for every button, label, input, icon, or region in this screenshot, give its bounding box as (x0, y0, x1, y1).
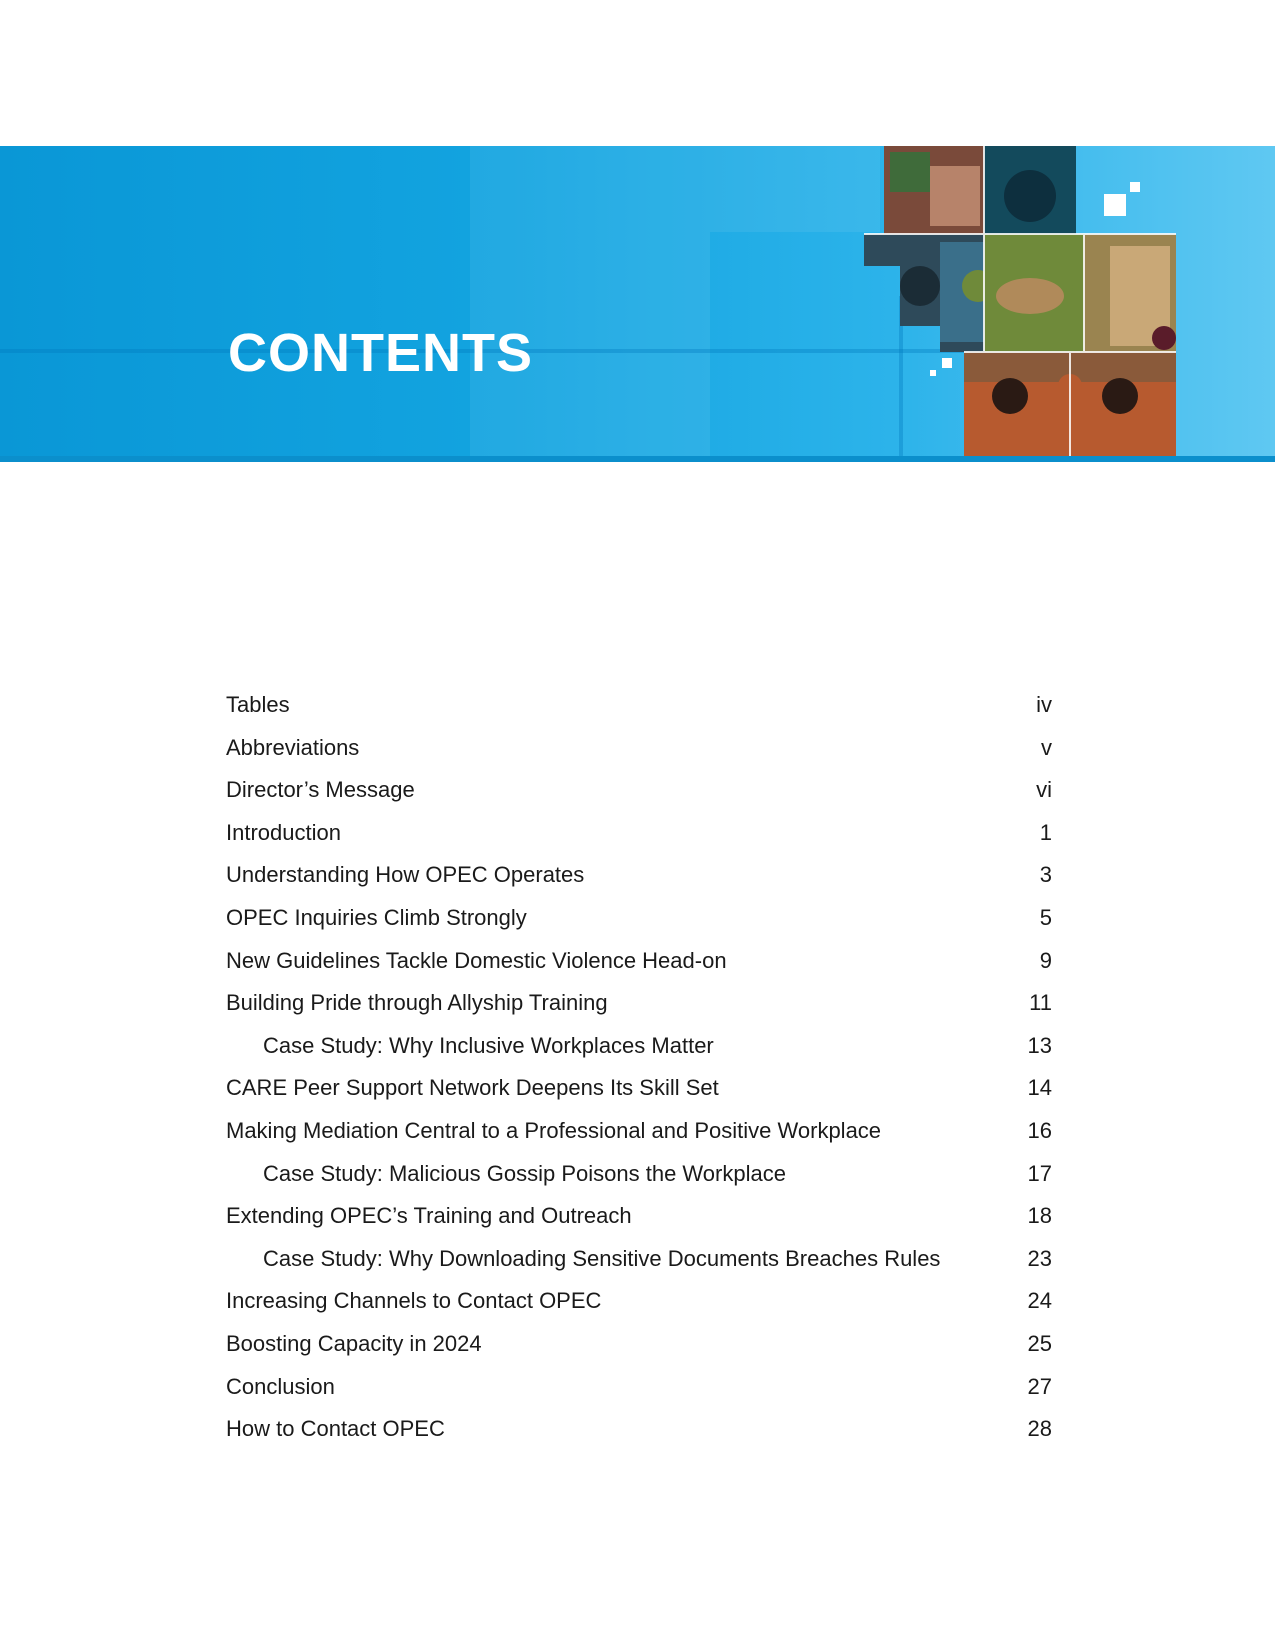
banner-bottom-stripe (0, 456, 1275, 462)
toc-subitem-downloading-documents[interactable] (226, 1238, 1052, 1281)
header-banner (0, 146, 1275, 462)
toc-item-page: 27 (1027, 1373, 1052, 1399)
toc-item-page: 9 (1039, 947, 1052, 973)
toc-item-directors-message[interactable] (226, 769, 1052, 812)
decorative-square (942, 358, 952, 368)
toc-item-title: Case Study: Why Downloading Sensitive Documents Breaches Rules (263, 1245, 941, 1271)
banner-panel (470, 146, 710, 462)
toc-item-title: Increasing Channels to Contact OPEC (226, 1288, 602, 1314)
toc-item-extending-training[interactable] (226, 1195, 1052, 1238)
table-of-contents (226, 684, 1052, 1451)
toc-item-building-pride[interactable] (226, 982, 1052, 1025)
toc-item-increasing-channels[interactable] (226, 1280, 1052, 1323)
toc-item-title: OPEC Inquiries Climb Strongly (226, 904, 527, 930)
toc-item-page: 18 (1027, 1203, 1052, 1229)
toc-item-title: Tables (226, 692, 290, 717)
toc-item-title: Making Mediation Central to a Professional and Positive Workplace (226, 1117, 882, 1143)
toc-item-title: Boosting Capacity in 2024 (226, 1330, 482, 1356)
toc-item-title: Extending OPEC’s Training and Outreach (226, 1203, 632, 1229)
toc-item-page: vi (1036, 777, 1052, 803)
toc-item-conclusion[interactable] (226, 1366, 1052, 1409)
toc-item-title: Building Pride through Allyship Training (226, 990, 608, 1016)
toc-item-title: Abbreviations (226, 734, 360, 760)
toc-item-title: Case Study: Why Inclusive Workplaces Matter (263, 1032, 714, 1058)
toc-item-page: 24 (1027, 1288, 1052, 1314)
toc-item-page: 5 (1039, 904, 1052, 930)
toc-item-page: 17 (1027, 1160, 1052, 1186)
toc-item-page: v (1041, 734, 1052, 760)
toc-item-boosting-capacity[interactable] (226, 1323, 1052, 1366)
decorative-square (1104, 194, 1126, 216)
toc-item-title: Conclusion (226, 1373, 335, 1399)
toc-item-title: Understanding How OPEC Operates (226, 862, 585, 888)
toc-item-opec-inquiries[interactable] (226, 897, 1052, 940)
toc-item-title: How to Contact OPEC (226, 1416, 445, 1442)
toc-item-page: 25 (1027, 1330, 1052, 1356)
toc-item-page: 16 (1027, 1117, 1052, 1143)
toc-item-page: 23 (1027, 1245, 1052, 1271)
toc-item-page: 3 (1039, 862, 1052, 888)
toc-item-abbreviations[interactable] (226, 727, 1052, 770)
toc-item-care-peer-support[interactable] (226, 1067, 1052, 1110)
toc-item-page: 28 (1027, 1416, 1052, 1442)
page-title: CONTENTS (228, 323, 533, 383)
toc-item-page: 14 (1027, 1075, 1052, 1101)
banner-panel (710, 146, 880, 232)
toc-item-new-guidelines[interactable] (226, 940, 1052, 983)
toc-item-page: iv (1036, 692, 1052, 717)
toc-item-introduction[interactable] (226, 812, 1052, 855)
toc-item-title: CARE Peer Support Network Deepens Its Skill Set (226, 1075, 719, 1101)
puzzle-photo-collage (860, 146, 1260, 462)
toc-item-page: 13 (1027, 1032, 1052, 1058)
toc-item-page: 11 (1029, 990, 1052, 1016)
decorative-square (930, 370, 936, 376)
toc-item-understanding-opec[interactable] (226, 854, 1052, 897)
decorative-square (1130, 182, 1140, 192)
toc-item-title: Introduction (226, 819, 341, 845)
toc-subitem-malicious-gossip[interactable] (226, 1153, 1052, 1196)
toc-subitem-inclusive-workplaces[interactable] (226, 1025, 1052, 1068)
toc-item-tables[interactable] (226, 684, 1052, 727)
toc-item-title: New Guidelines Tackle Domestic Violence Head-on (226, 947, 727, 973)
toc-item-title: Case Study: Malicious Gossip Poisons the Workplace (263, 1160, 786, 1186)
toc-item-page: 1 (1039, 819, 1052, 845)
toc-item-making-mediation-central[interactable] (226, 1110, 1052, 1153)
toc-item-how-to-contact[interactable] (226, 1408, 1052, 1451)
toc-item-title: Director’s Message (226, 777, 415, 803)
